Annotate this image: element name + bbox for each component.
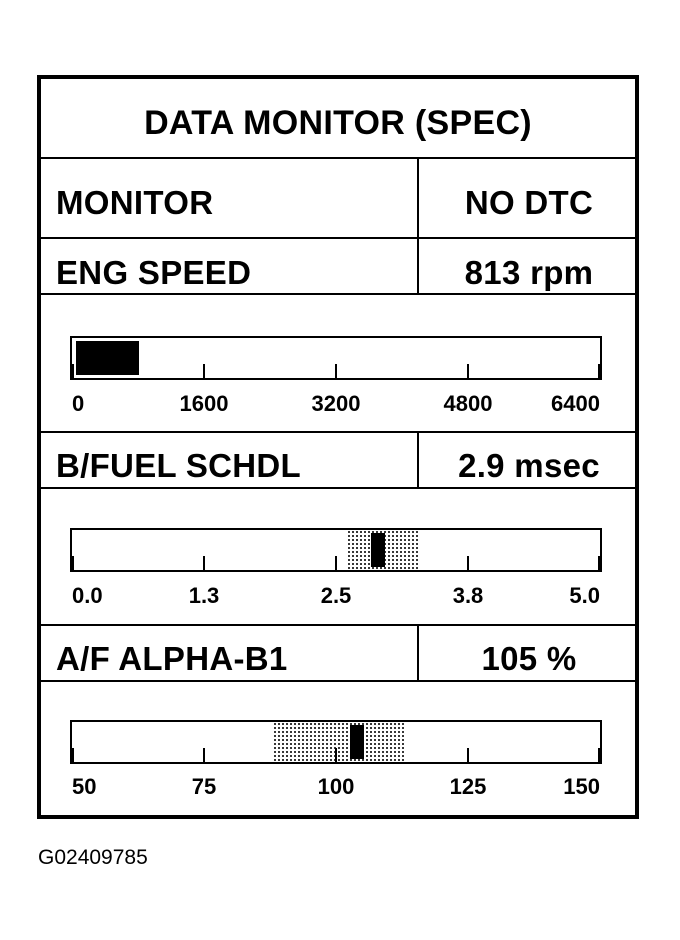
eng-speed-gauge-tick-label: 1600	[179, 391, 229, 416]
eng-speed-label: ENG SPEED	[56, 254, 252, 291]
monitor-value: NO DTC	[464, 184, 594, 221]
fuel-schedule-value: 2.9 msec	[458, 447, 600, 484]
divider	[417, 157, 419, 237]
fuel-schedule-gauge-tick	[72, 556, 74, 570]
divider	[417, 431, 419, 487]
figure-id: G02409785	[38, 846, 148, 869]
af-alpha-gauge-reading-needle	[350, 725, 364, 759]
af-alpha-gauge-tick-label: 125	[449, 774, 487, 799]
fuel-schedule-gauge-tick	[335, 556, 337, 570]
fuel-schedule-gauge-tick-label: 5.0	[569, 583, 600, 608]
page-title: DATA MONITOR (SPEC)	[144, 104, 532, 142]
divider	[417, 624, 419, 680]
af-alpha-gauge-tick	[598, 748, 600, 762]
af-alpha-gauge-tick	[72, 748, 74, 762]
eng-speed-gauge	[70, 336, 602, 380]
fuel-schedule-gauge-tick-label: 0.0	[72, 583, 103, 608]
eng-speed-gauge-tick	[72, 364, 74, 378]
eng-speed-gauge-tick	[335, 364, 337, 378]
fuel-schedule-label: B/FUEL SCHDL	[56, 447, 301, 484]
fuel-schedule-gauge-tick	[203, 556, 205, 570]
divider	[41, 237, 635, 239]
eng-speed-gauge-tick	[467, 364, 469, 378]
eng-speed-gauge-tick	[598, 364, 600, 378]
eng-speed-gauge-tick-label: 4800	[443, 391, 493, 416]
fuel-schedule-gauge-reading-needle	[371, 533, 385, 567]
divider	[41, 680, 635, 682]
fuel-schedule-gauge-tick	[467, 556, 469, 570]
af-alpha-gauge-tick-label: 150	[563, 774, 600, 799]
af-alpha-gauge-tick	[203, 748, 205, 762]
divider	[41, 624, 635, 626]
divider	[41, 157, 635, 159]
af-alpha-gauge-tick-label: 75	[191, 774, 217, 799]
fuel-schedule-gauge-tick-label: 3.8	[452, 583, 484, 608]
data-monitor-screen	[37, 75, 639, 819]
af-alpha-gauge-tick-label: 100	[317, 774, 355, 799]
eng-speed-gauge-reading-bar	[76, 341, 139, 375]
af-alpha-label: A/F ALPHA-B1	[56, 640, 288, 677]
eng-speed-gauge-scale	[70, 393, 602, 417]
fuel-schedule-gauge-tick	[598, 556, 600, 570]
fuel-schedule-gauge-tick-label: 1.3	[188, 583, 220, 608]
af-alpha-gauge-spec-range	[273, 722, 405, 762]
eng-speed-gauge-tick-label: 3200	[311, 391, 361, 416]
af-alpha-gauge	[70, 720, 602, 764]
af-alpha-gauge-tick-label: 50	[72, 774, 97, 799]
divider	[41, 487, 635, 489]
eng-speed-gauge-tick	[203, 364, 205, 378]
divider	[41, 293, 635, 295]
af-alpha-value: 105 %	[481, 640, 577, 677]
fuel-schedule-gauge-tick-label: 2.5	[320, 583, 352, 608]
af-alpha-gauge-tick	[467, 748, 469, 762]
eng-speed-gauge-tick-label: 6400	[551, 391, 600, 416]
divider	[417, 237, 419, 293]
af-alpha-gauge-tick	[335, 748, 337, 762]
fuel-schedule-gauge-scale	[70, 585, 602, 609]
af-alpha-gauge-scale	[70, 776, 602, 800]
eng-speed-value: 813 rpm	[464, 254, 594, 291]
divider	[41, 431, 635, 433]
eng-speed-gauge-tick-label: 0	[72, 391, 85, 416]
monitor-label: MONITOR	[56, 184, 214, 221]
fuel-schedule-gauge	[70, 528, 602, 572]
